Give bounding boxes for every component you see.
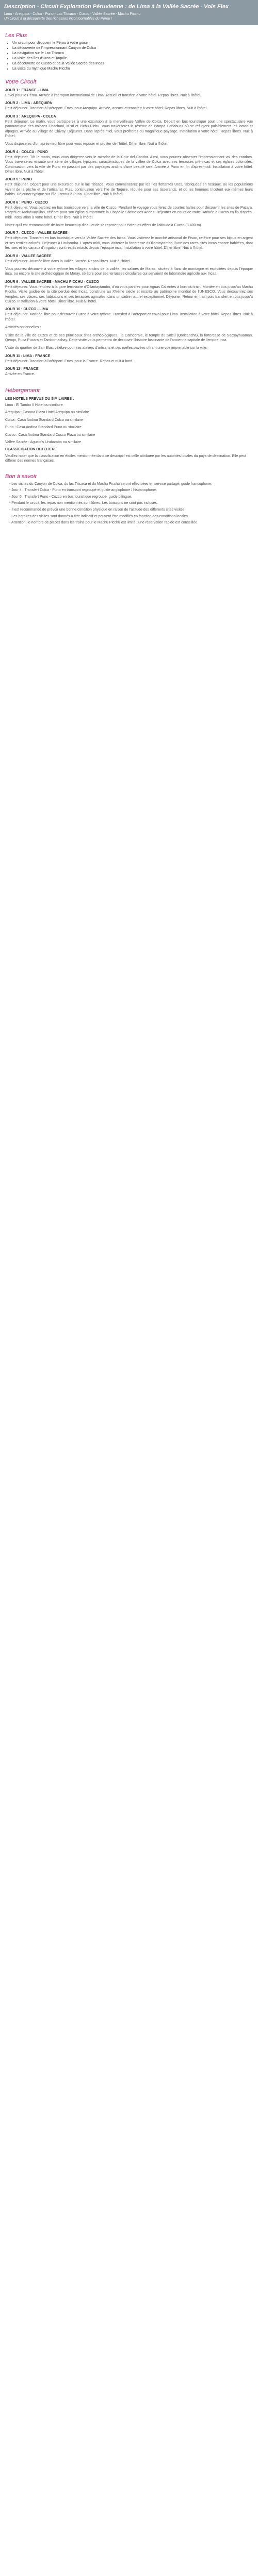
day-text: Petit déjeuner. Vous partirez en bus touristique vers la ville de Cuzco. Pendant le voyage vous ferez de courtes haltes pour découvrir les sites de Pucara, Raqchi et Andahuaylillas, célèbre pour son église surnommée la Chapelle Sixtine des Andes. Déjeuner en cours de route. Arrivée à Cuzco en fin d'après-midi. Installation à votre hôtel. Dîner libre. Nuit à l'hôtel.	[5, 206, 253, 219]
day-text: Petit déjeuner. Journée libre dans la Vallée Sacrée. Repas libres. Nuit à l'hôtel.	[5, 259, 131, 263]
list-item: - Les horaires des visites sont donnés à titre indicatif et peuvent être modifiés en fonction des conditions locales.	[9, 514, 189, 518]
day-title: JOUR 3 : AREQUIPA - COLCA	[5, 114, 56, 118]
circuit-heading: Votre Circuit	[5, 79, 37, 85]
hotel-text: Colca : Casa Andina Standard Colca ou similaire	[5, 418, 83, 422]
hotel-text: LES HOTELS PREVUS OU SIMILAIRES :	[5, 397, 74, 401]
day-text: Petit déjeuner. Tôt le matin, vous vous dirigerez vers le mirador de la Cruz del Condor. Ainsi, vous pourrez observer l'impressionnant vol des condors. Vous traverserez ensuite une série de villages typiques, caractéristiques de la vallée de Colca avec ses terrasses pré-incas et ses églises coloniales. Continuation vers la ville de Puno en passant par des paysages andins d'une beauté rare. Arrivée à Puno en fin d'après-midi. Installation à votre hôtel. Dîner libre. Nuit à l'hôtel.	[5, 155, 253, 174]
hebergement-section	[0, 380, 258, 464]
day-text: Activités optionnelles :	[5, 326, 41, 330]
list-item: - Jour 6 : Transfert Puno - Cuzco en bus touristique regroupé, guide bilingue.	[9, 495, 132, 499]
hebergement-heading: Hébergement	[5, 387, 40, 394]
day-title: JOUR 7 : CUZCO - VALLEE SACREE	[5, 231, 68, 235]
day-title: JOUR 5 : PUNO	[5, 178, 32, 182]
route-line: Lima - Arequipa - Colca - Puno - Lac Titicaca - Cusco - Vallée Sacrée - Machu Picchu	[4, 12, 141, 16]
day-text: Arrivée en France.	[5, 372, 35, 377]
hotel-text: Vallée Sacrée : Agusto's Urubamba ou similaire	[5, 440, 82, 445]
day-title: JOUR 12 : FRANCE	[5, 367, 39, 371]
hotel-text: Arequipa : Casona Plaza Hotel Arequipa ou similaire	[5, 411, 89, 415]
day-title: JOUR 10 : CUZCO - LIMA	[5, 308, 49, 312]
day-text: Notez qu'il est recommandé de boire beaucoup d'eau et de se reposer pour éviter les effets de l'altitude à Cuzco (3 400 m).	[5, 223, 202, 227]
subtitle: Un circuit à la découverte des richesses incontournables du Pérou !	[4, 17, 112, 21]
plus-heading: Les Plus	[5, 32, 27, 39]
day-text: Petit déjeuner. Vous rendrez à la gare ferroviaire d'Ollantaytambo, d'où vous partirez pour Aguas Calientes à bord du train. Montée en bus jusqu'au Machu Picchu. Visite guidée de la cité perdue des Incas, construite au XVème siècle et inscrite au patrimoine mondial de l'UNESCO. Vous découvrirez ses temples, ses places, ses habitations et ses terrasses agricoles, dans un cadre naturel exceptionnel. Déjeuner. Retour en train puis transfert en bus jusqu'à Cuzco. Installation à votre hôtel. Dîner libre. Nuit à l'hôtel.	[5, 285, 253, 303]
day-text: Petit déjeuner. Le matin, vous participerez à une excursion à la merveilleuse Vallée de Colca. Départ en bus touristique pour une spectaculaire vue panoramique des volcans Chachani, Misti et Pichu Pichu. Vous traverserez la réserve de Pampa Cañahuas où se réfugient paisiblement les lamas et alpagas. Arrivée au village de Chivay. Déjeuner. Dans l'après-midi, vous profiterez du magnifique paysage. Installation à votre hôtel. Repas libres. Nuit à l'hôtel.	[5, 120, 253, 139]
day-block	[5, 114, 253, 147]
day-title: JOUR 4 : COLCA - PUNO	[5, 150, 48, 154]
day-block	[5, 254, 253, 277]
list-item: • Un circuit pour découvrir le Pérou à votre guise	[12, 41, 253, 46]
day-text: Visite de la ville de Cuzco et de ses principaux sites archéologiques : la Cathédrale, le temple du Soleil (Qoricancha), la forteresse de Sacsayhuaman, Qenqo, Puca Pucara et Tambomachay. Cette visite vous permettra de découvrir l'histoire fascinante de l'ancienne capitale de l'empire Inca.	[5, 333, 253, 342]
list-item: - Les visites du Canyon de Colca, du lac Titicaca et du Machu Picchu seront effectuées en service partagé, guide francophone.	[9, 482, 212, 486]
plus-list	[5, 41, 253, 72]
hotel-text: Puno : Casa Andina Standard Puno ou similaire	[5, 426, 82, 430]
bon-a-savoir-heading: Bon à savoir	[5, 473, 37, 480]
day-block	[5, 150, 253, 175]
day-block	[5, 101, 253, 111]
header-banner	[0, 0, 258, 25]
list-item: - Il est recommandé de prévoir une bonne condition physique en raison de l'altitude des différents sites visités.	[9, 508, 186, 512]
day-text: Envol pour le Pérou. Arrivée à l'aéroport international de Lima. Accueil et transfert à votre hôtel. Repas libres. Nuit à l'hôtel.	[5, 94, 201, 97]
day-text: Vous pourrez découvrir à votre rythme les villages andins de la vallée, les salines de Maras, situées à flanc de montagne et exploitées depuis l'époque inca, ou encore le site archéologique de Moray, célèbre pour ses terrasses circulaires qui servaient de laboratoire agricole aux Incas.	[5, 267, 253, 276]
list-item: • La découverte de l'impressionnant Canyon de Colca	[12, 46, 253, 51]
hotel-text: Veuillez noter que la classification en étoiles mentionnée dans ce descriptif est celle attribuée par les autorités locales du pays de destination. Elle peut différer des normes françaises.	[5, 454, 246, 463]
day-block	[5, 367, 253, 377]
day-block	[5, 200, 253, 228]
day-block	[5, 231, 253, 250]
day-text: Visite du quartier de San Blas, célèbre pour ses ateliers d'artisans et ses ruelles pavées offrant une vue imprenable sur la ville.	[5, 346, 207, 350]
day-text: Petit déjeuner. Transfert à l'aéroport. Envol pour Arequipa. Arrivée, accueil et transfert à votre hôtel. Repas libres. Nuit à l'hôtel.	[5, 107, 208, 111]
day-title: JOUR 11 : LIMA - FRANCE	[5, 354, 51, 358]
itinerary	[5, 88, 253, 377]
day-text: Vous disposerez d'un après-midi libre pour vous reposer et profiter de l'hôtel. Dîner libre. Nuit à l'hôtel.	[5, 142, 169, 146]
plus-section	[0, 25, 258, 72]
day-block	[5, 177, 253, 197]
page	[0, 0, 258, 537]
circuit-section	[0, 72, 258, 377]
list-item: - Pendant le circuit, les repas non mentionnés sont libres. Les boissons ne sont pas incluses.	[9, 501, 158, 505]
hotel-list	[5, 397, 253, 464]
list-item: - Attention, le nombre de places dans les trains pour le Machu Picchu est limité ; une réservation rapide est conseillée.	[9, 521, 199, 525]
day-block	[5, 88, 253, 98]
bon-a-savoir-section	[0, 466, 258, 526]
day-text: Petit déjeuner. Matinée libre pour découvrir Cuzco à votre rythme. Transfert à l'aéroport et envol pour Lima. Installation à votre hôtel. Repas libres. Nuit à l'hôtel.	[5, 313, 253, 321]
day-title: JOUR 8 : VALLEE SACREE	[5, 254, 52, 258]
day-block	[5, 354, 253, 364]
day-text: Petit déjeuner. Départ pour une excursion sur le lac Titicaca. Vous commencerez par les îles flottantes Uros, fabriquées en roseaux, où les populations vivent de la pêche et de l'artisanat. Puis, continuation vers l'île de Taquile, réputée pour ses tisserands, et où les hommes tricotent eux-mêmes leurs habits. Déjeuner typique sur l'île. Retour à Puno. Dîner libre. Nuit à l'hôtel.	[5, 183, 253, 197]
day-title: JOUR 9 : VALLEE SACREE - MACHU PICCHU - CUZCO	[5, 280, 99, 284]
list-item: - Jour 4 : Transfert Colca - Puno en transport regroupé et guide anglophone / hispanophone.	[9, 488, 157, 493]
hotel-text: Lima : El Tambo II Hotel ou similaire	[5, 403, 63, 408]
page-title: Description - Circuit Exploration Péruvienne : de Lima à la Vallée Sacrée - Vols Flex	[4, 4, 229, 10]
list-item: • La visite du mythique Machu Picchu	[12, 66, 253, 72]
day-text: Petit déjeuner. Transfert en bus touristique vers la Vallée Sacrée des Incas. Vous visiterez le marché artisanal de Pisac, célèbre pour ses bijoux en argent et ses textiles colorés. Déjeuner à Urubamba. L'après-midi, vous visiterez la forteresse d'Ollantaytambo, l'une des rares cités incas encore habitées, dont les rues et les canaux d'irrigation sont restés intacts depuis l'époque inca. Installation à votre hôtel. Dîner libre. Nuit à l'hôtel.	[5, 236, 253, 250]
hotel-text: Cuzco : Casa Andina Standard Cusco Plaza ou similaire	[5, 433, 95, 437]
day-block	[5, 280, 253, 304]
list-item: • La visite des îles d'Uros et Taquile	[12, 56, 253, 61]
day-text: Petit déjeuner. Transfert à l'aéroport. Envol pour la France. Repas et nuit à bord.	[5, 359, 134, 363]
hotel-text: CLASSIFICATION HOTELIERE	[5, 448, 57, 452]
day-title: JOUR 2 : LIMA - AREQUIPA	[5, 101, 52, 106]
day-title: JOUR 1 : FRANCE - LIMA	[5, 89, 49, 92]
bon-a-savoir-list	[5, 482, 253, 526]
day-title: JOUR 6 : PUNO - CUZCO	[5, 200, 48, 205]
page-bottom	[0, 527, 258, 537]
list-item: • La découverte de Cusco et de la Vallée Sacrée des Incas	[12, 61, 253, 66]
day-block	[5, 307, 253, 350]
list-item: • La navigation sur le Lac Titicaca	[12, 51, 253, 56]
